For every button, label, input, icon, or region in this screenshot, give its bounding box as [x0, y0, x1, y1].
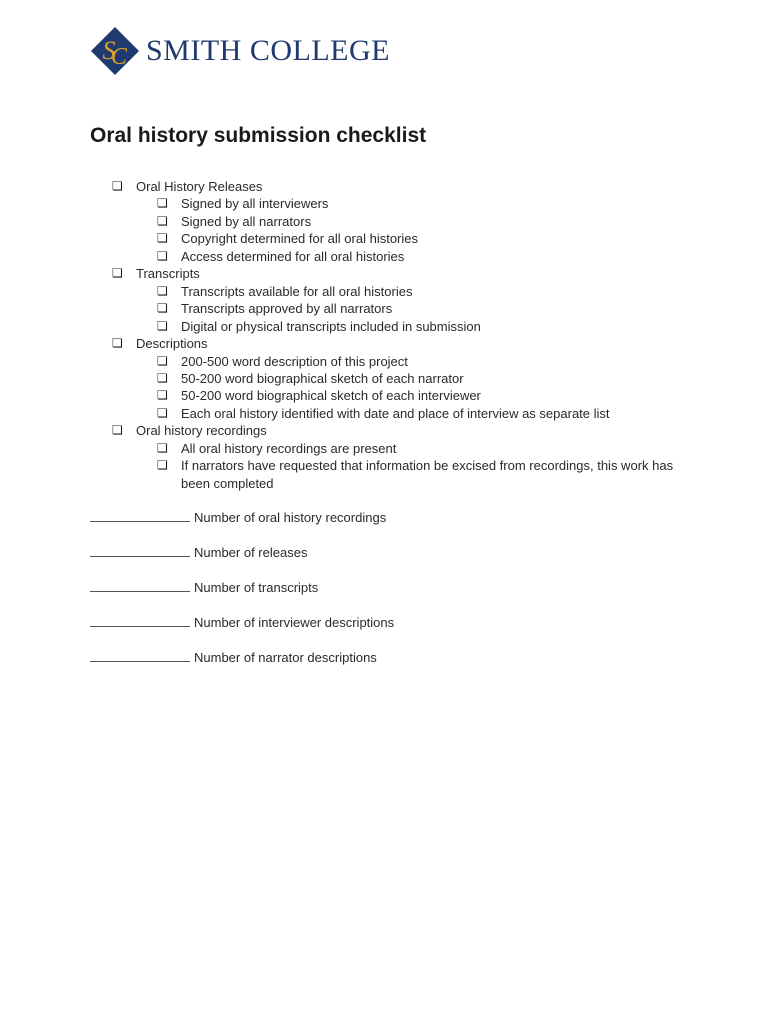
- submission-checklist: [112, 178, 686, 492]
- count-label: Number of releases: [194, 545, 308, 560]
- checklist-label: Oral History Releases: [136, 179, 263, 194]
- checkbox-icon[interactable]: ❏: [157, 283, 168, 298]
- checklist-subitem[interactable]: [112, 248, 686, 265]
- checkbox-icon[interactable]: ❏: [157, 353, 168, 368]
- checklist-label: Copyright determined for all oral histories: [181, 231, 418, 247]
- count-label: Number of transcripts: [194, 580, 319, 595]
- checklist-label: Oral history recordings: [136, 423, 267, 439]
- checklist-label: 50-200 word biographical sketch of each interviewer: [181, 388, 481, 404]
- checklist-subitem[interactable]: [112, 370, 686, 387]
- checkbox-icon[interactable]: ❏: [157, 318, 168, 333]
- checklist-label: Access determined for all oral histories: [181, 248, 405, 264]
- count-fields: [90, 509, 394, 684]
- count-narrator-descriptions-row: [90, 649, 394, 684]
- checklist-subitem[interactable]: [112, 230, 686, 247]
- count-label: Number of interviewer descriptions: [194, 615, 395, 630]
- count-transcripts-row: [90, 579, 394, 614]
- checklist-label: 200-500 word description of this project: [181, 353, 408, 369]
- checklist-label: Signed by all narrators: [181, 213, 312, 229]
- checklist-label: Digital or physical transcripts included in submission: [181, 318, 481, 334]
- checklist-subitem[interactable]: [112, 213, 686, 230]
- checklist-item-descriptions[interactable]: [112, 335, 686, 352]
- count-label: Number of narrator descriptions: [194, 650, 377, 665]
- checklist-label: If narrators have requested that information be excised from recordings, this work has been completed: [181, 458, 674, 491]
- checkbox-icon[interactable]: ❏: [157, 388, 168, 403]
- checkbox-icon[interactable]: ❏: [157, 196, 168, 211]
- checklist-label: Transcripts available for all oral histories: [181, 283, 413, 299]
- fill-in-blank[interactable]: [90, 579, 190, 592]
- fill-in-blank[interactable]: [90, 649, 190, 662]
- checkbox-icon[interactable]: ❏: [157, 440, 168, 455]
- checklist-subitem[interactable]: [112, 457, 686, 492]
- checklist-label: Transcripts approved by all narrators: [181, 301, 393, 317]
- fill-in-blank[interactable]: [90, 544, 190, 557]
- checkbox-icon[interactable]: ❏: [157, 370, 168, 385]
- checklist-label: Descriptions: [136, 336, 208, 352]
- checkbox-icon[interactable]: ❏: [157, 231, 168, 246]
- page-title: Oral history submission checklist: [90, 124, 427, 147]
- smith-college-logo: [90, 25, 390, 77]
- fill-in-blank[interactable]: [90, 614, 190, 627]
- checklist-subitem[interactable]: [112, 387, 686, 404]
- checkbox-icon[interactable]: ❏: [112, 336, 123, 351]
- count-recordings-row: [90, 509, 394, 544]
- checkbox-icon[interactable]: ❏: [157, 248, 168, 263]
- checklist-label: Transcripts: [136, 266, 200, 282]
- checklist-subitem[interactable]: [112, 353, 686, 370]
- checklist-item-recordings[interactable]: [112, 422, 686, 439]
- checkbox-icon[interactable]: ❏: [157, 213, 168, 228]
- count-interviewer-descriptions-row: [90, 614, 394, 649]
- checkbox-icon[interactable]: ❏: [157, 458, 168, 473]
- checklist-label: Each oral history identified with date and place of interview as separate list: [181, 405, 610, 421]
- checklist-subitem[interactable]: [112, 195, 686, 212]
- checkbox-icon[interactable]: ❏: [112, 179, 123, 193]
- checklist-subitem[interactable]: [112, 318, 686, 335]
- checkbox-icon[interactable]: ❏: [157, 405, 168, 420]
- count-releases-row: [90, 544, 394, 579]
- checklist-subitem[interactable]: [112, 300, 686, 317]
- checklist-subitem[interactable]: [112, 405, 686, 422]
- checkbox-icon[interactable]: ❏: [112, 266, 123, 281]
- smith-college-seal-icon: [90, 26, 140, 76]
- checklist-subitem[interactable]: [112, 440, 686, 457]
- checklist-subitem[interactable]: [112, 283, 686, 300]
- checklist-label: 50-200 word biographical sketch of each narrator: [181, 370, 464, 386]
- logo-wordmark: SMITH COLLEGE: [146, 34, 390, 67]
- checklist-label: All oral history recordings are present: [181, 440, 397, 456]
- checkbox-icon[interactable]: ❏: [157, 301, 168, 316]
- fill-in-blank[interactable]: [90, 509, 190, 522]
- svg-text:C: C: [110, 44, 128, 70]
- checkbox-icon[interactable]: ❏: [112, 423, 123, 438]
- checklist-item-releases[interactable]: [112, 178, 686, 195]
- svg-text:S: S: [102, 36, 116, 65]
- checklist-label: Signed by all interviewers: [181, 196, 329, 212]
- checklist-item-transcripts[interactable]: [112, 265, 686, 282]
- count-label: Number of oral history recordings: [194, 510, 387, 525]
